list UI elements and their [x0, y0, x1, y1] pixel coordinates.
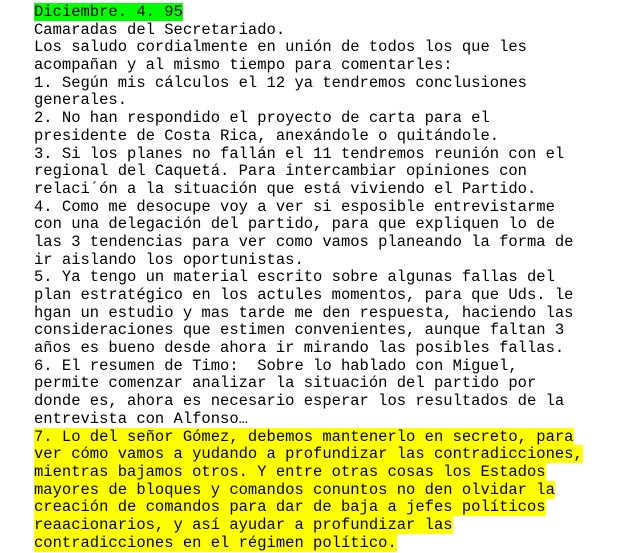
yellow-highlight: 7. Lo del señor Gómez, debemos mantenerlo en secreto, para — [34, 427, 574, 446]
highlighted-text-line — [34, 499, 621, 517]
yellow-highlight: ver cómo vamos a yudando a profundizar las contradicciones, — [34, 445, 583, 464]
yellow-highlight: creación de comandos para dar de baja a jefes políticos — [34, 498, 546, 517]
text-line: generales. — [34, 91, 128, 110]
text-line: 1. Según mis cálculos el 12 ya tendremos conclusiones — [34, 73, 527, 92]
text-line: 5. Ya tengo un material escrito sobre algunas fallas del — [34, 268, 555, 287]
text-line: con una delegación del partido, para que expliquen lo de — [34, 215, 555, 234]
highlighted-text-line — [34, 446, 621, 464]
yellow-highlight: contradicciones en el régimen político. — [34, 533, 397, 552]
text-line: las 3 tendencias para ver como vamos planeando la forma de — [34, 232, 574, 251]
text-line: permite comenzar analizar la situación del partido por — [34, 374, 537, 393]
text-line: 4. Como me desocupe voy a ver si esposible entrevistarme — [34, 197, 555, 216]
highlighted-text-line — [34, 535, 621, 553]
document-body — [34, 4, 621, 552]
text-line: hgan un estudio y mas tarde me den respuesta, haciendo las — [34, 303, 574, 322]
text-line: presidente de Costa Rica, anexándole o quitándole. — [34, 126, 500, 145]
text-line: donde es, ahora es necesario esperar los resultados de la — [34, 392, 565, 411]
text-line: Camaradas del Secretariado. — [34, 20, 286, 39]
text-line: 2. No han respondido el proyecto de carta para el — [34, 109, 490, 128]
text-line: regional del Caquetá. Para intercambiar opiniones con — [34, 162, 527, 181]
highlighted-text-line — [34, 464, 621, 482]
text-line: 3. Si los planes no fallán el 11 tendremos reunión con el — [34, 144, 565, 163]
date-line — [34, 4, 621, 22]
text-line: acompañan y al mismo tiempo para comentarles: — [34, 56, 453, 75]
text-line: años es bueno desde ahora ir mirando las posibles fallas. — [34, 339, 565, 358]
text-line: plan estratégico en los actules momentos, para que Uds. le — [34, 286, 574, 304]
date-highlight: Diciembre. 4. 95 — [34, 3, 183, 21]
text-line: entrevista con Alfonso… — [34, 409, 248, 428]
yellow-highlight: mientras bajamos otros. Y entre otras cosas los Estados — [34, 462, 546, 481]
text-line: 6. El resumen de Timo: Sobre lo hablado con Miguel, — [34, 356, 518, 375]
text-line: Los saludo cordialmente en unión de todos los que les — [34, 38, 527, 57]
highlighted-text-line — [34, 517, 621, 535]
yellow-highlight: reaacionarios, y así ayudar a profundizar las — [34, 515, 453, 534]
highlighted-text-line — [34, 482, 621, 500]
text-line: relaci´ón a la situación que está viviendo el Partido. — [34, 179, 537, 198]
highlighted-text-line — [34, 429, 621, 447]
text-line: ir aislando los oportunistas. — [34, 250, 304, 269]
text-line: consideraciones que estimen convenientes, aunque faltan 3 — [34, 321, 565, 340]
yellow-highlight: mayores de bloques y comandos conuntos no den olvidar la — [34, 480, 555, 499]
